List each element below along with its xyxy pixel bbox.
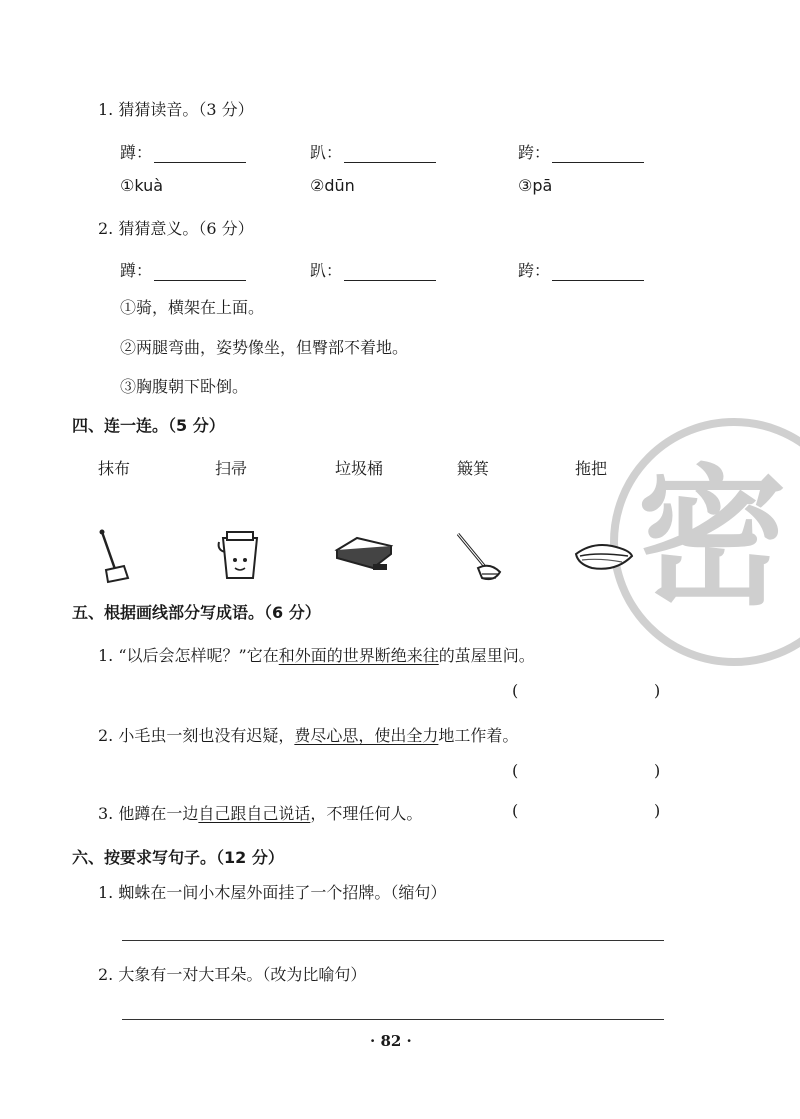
section5-title: 五、根据画线部分写成语。（6 分） — [72, 603, 321, 622]
s5-item-1: 1. “以后会怎样呢？”它在和外面的世界断绝来往的茧屋里问。 — [98, 646, 535, 665]
q2-meaning-1: ①骑，横架在上面。 — [120, 298, 265, 317]
q1-char-pa: 趴： — [310, 140, 436, 163]
q1-row-pronunciation — [120, 140, 680, 164]
cloth-icon — [572, 538, 636, 574]
s5-answer-3-field[interactable] — [526, 801, 650, 821]
s5-answer-2-open: ( — [512, 761, 519, 780]
s6-item-1: 1. 蜘蛛在一间小木屋外面挂了一个招牌。（缩句） — [98, 883, 447, 902]
match-word-trashcan: 垃圾桶 — [335, 459, 384, 478]
stamp-char: 密 — [636, 452, 788, 626]
q1-title: 1. 猜猜读音。（3 分） — [98, 100, 254, 119]
q2-meaning-3: ③胸腹朝下卧倒。 — [120, 377, 249, 396]
s5-item-2: 2. 小毛虫一刻也没有迟疑，费尽心思，使出全力地工作着。 — [98, 726, 519, 745]
q2-blank-pa[interactable] — [344, 263, 436, 281]
q1-char-dun: 蹲： — [120, 140, 246, 163]
q2-char-kua: 跨： — [518, 258, 644, 281]
broom-icon — [92, 528, 136, 584]
match-word-cloth: 抹布 — [98, 459, 131, 478]
s5-answer-3-open: ( — [512, 801, 519, 820]
q2-char-dun: 蹲： — [120, 258, 246, 281]
s5-answer-1-close: ) — [654, 681, 661, 700]
s5-item-3-underlined: 自己跟自己说话 — [198, 804, 311, 823]
q2-blank-kua[interactable] — [552, 263, 644, 281]
s5-answer-2-field[interactable] — [526, 761, 650, 781]
match-word-dustpan: 簸箕 — [457, 459, 490, 478]
q1-char-kua: 跨： — [518, 140, 644, 163]
page-number: · 82 · — [370, 1032, 412, 1050]
q1-option-2: ②dūn — [310, 176, 355, 195]
s5-answer-3-close: ) — [654, 801, 661, 820]
q1-blank-dun[interactable] — [154, 145, 246, 163]
trash-can-icon — [213, 528, 265, 582]
s5-answer-1-field[interactable] — [526, 681, 650, 701]
section4-title: 四、连一连。（5 分） — [72, 416, 225, 435]
s5-item-3: 3. 他蹲在一边自己跟自己说话，不理任何人。 — [98, 804, 423, 823]
s6-answer-line-1[interactable] — [122, 940, 664, 941]
s5-answer-1-open: ( — [512, 681, 519, 700]
dustpan-icon — [333, 530, 395, 576]
q2-meaning-2: ②两腿弯曲，姿势像坐，但臀部不着地。 — [120, 338, 409, 357]
q2-title: 2. 猜猜意义。（6 分） — [98, 219, 254, 238]
s5-answer-2-close: ) — [654, 761, 661, 780]
q1-blank-kua[interactable] — [552, 145, 644, 163]
q1-blank-pa[interactable] — [344, 145, 436, 163]
q2-blank-dun[interactable] — [154, 263, 246, 281]
mop-icon — [452, 530, 508, 584]
q2-char-pa: 趴： — [310, 258, 436, 281]
s6-item-2: 2. 大象有一对大耳朵。（改为比喻句） — [98, 965, 367, 984]
match-word-mop: 拖把 — [575, 459, 608, 478]
s6-answer-line-2[interactable] — [122, 1019, 664, 1020]
match-word-broom: 扫帚 — [215, 459, 248, 478]
s5-item-1-underlined: 和外面的世界断绝来往 — [278, 646, 439, 665]
section6-title: 六、按要求写句子。（12 分） — [72, 848, 284, 867]
q1-option-1: ①kuà — [120, 176, 164, 195]
q1-option-3: ③pā — [518, 176, 553, 195]
q2-row-meaning — [120, 258, 680, 282]
s5-item-2-underlined: 费尽心思，使出全力 — [294, 726, 439, 745]
